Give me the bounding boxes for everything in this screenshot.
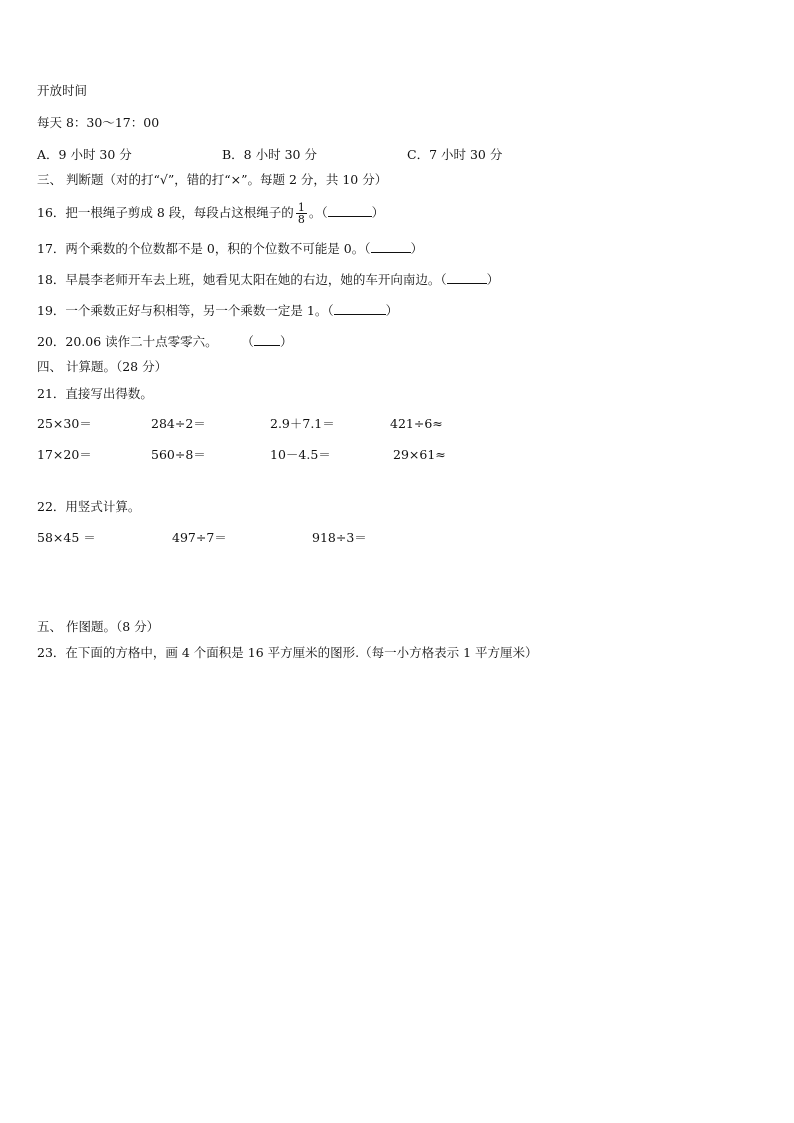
option-b: B．8 小时 30 分 bbox=[222, 147, 317, 162]
calc-item: 25×30＝ bbox=[37, 416, 92, 431]
question-16 bbox=[37, 202, 384, 225]
q16-text: 16．把一根绳子剪成 8 段，每段占这根绳子的 bbox=[37, 205, 294, 220]
calc-item: 10－4.5＝ bbox=[270, 447, 331, 462]
option-a: A．9 小时 30 分 bbox=[37, 147, 132, 162]
question-17 bbox=[37, 240, 423, 257]
section4-heading: 四、 计算题。（28 分） bbox=[37, 359, 168, 374]
calc-item: 497÷7＝ bbox=[172, 530, 227, 545]
answer-blank[interactable] bbox=[328, 204, 372, 217]
calc-item: 29×61≈ bbox=[393, 447, 446, 462]
q18-text: 18．早晨李老师开车去上班，她看见太阳在她的右边，她的车开向南边。（ bbox=[37, 272, 447, 287]
q20-open: （ bbox=[247, 334, 254, 349]
answer-blank[interactable] bbox=[371, 240, 411, 253]
q16-after: 。（ bbox=[308, 205, 328, 220]
calc-item: 918÷3＝ bbox=[312, 530, 367, 545]
calc-item: 58×45 ＝ bbox=[37, 530, 96, 545]
calc-item: 421÷6≈ bbox=[390, 416, 443, 431]
question-19 bbox=[37, 302, 398, 319]
opening-label: 开放时间 bbox=[37, 83, 88, 98]
q20-close: ） bbox=[279, 334, 293, 349]
question-21: 21．直接写出得数。 bbox=[37, 386, 153, 401]
q19-text: 19．一个乘数正好与积相等，另一个乘数一定是 1。（ bbox=[37, 303, 334, 318]
section5-heading: 五、 作图题。（8 分） bbox=[37, 619, 160, 634]
answer-blank[interactable] bbox=[254, 333, 280, 346]
fraction-one-eighth bbox=[296, 202, 307, 225]
fraction-numerator: 1 bbox=[297, 201, 305, 214]
answer-blank[interactable] bbox=[447, 271, 487, 284]
q18-close: ） bbox=[486, 272, 500, 287]
question-20 bbox=[37, 333, 292, 350]
q17-text: 17．两个乘数的个位数都不是 0，积的个位数不可能是 0。（ bbox=[37, 241, 371, 256]
answer-blank[interactable] bbox=[334, 302, 386, 315]
q19-close: ） bbox=[385, 303, 399, 318]
question-22: 22．用竖式计算。 bbox=[37, 499, 141, 514]
calc-item: 560÷8＝ bbox=[151, 447, 206, 462]
opening-hours: 每天 8：30～17：00 bbox=[37, 115, 160, 130]
calc-item: 2.9＋7.1＝ bbox=[270, 416, 335, 431]
option-c: C．7 小时 30 分 bbox=[407, 147, 503, 162]
q16-close: ） bbox=[371, 205, 385, 220]
fraction-denominator: 8 bbox=[297, 213, 305, 226]
q17-close: ） bbox=[410, 241, 424, 256]
section3-heading: 三、 判断题（对的打“√”，错的打“×”。每题 2 分，共 10 分） bbox=[37, 172, 388, 187]
calc-item: 17×20＝ bbox=[37, 447, 92, 462]
calc-item: 284÷2＝ bbox=[151, 416, 206, 431]
question-23: 23．在下面的方格中，画 4 个面积是 16 平方厘米的图形.（每一小方格表示 1 平方厘米） bbox=[37, 645, 538, 660]
q20-text: 20．20.06 读作二十点零零六。 bbox=[37, 334, 218, 349]
question-18 bbox=[37, 271, 499, 288]
